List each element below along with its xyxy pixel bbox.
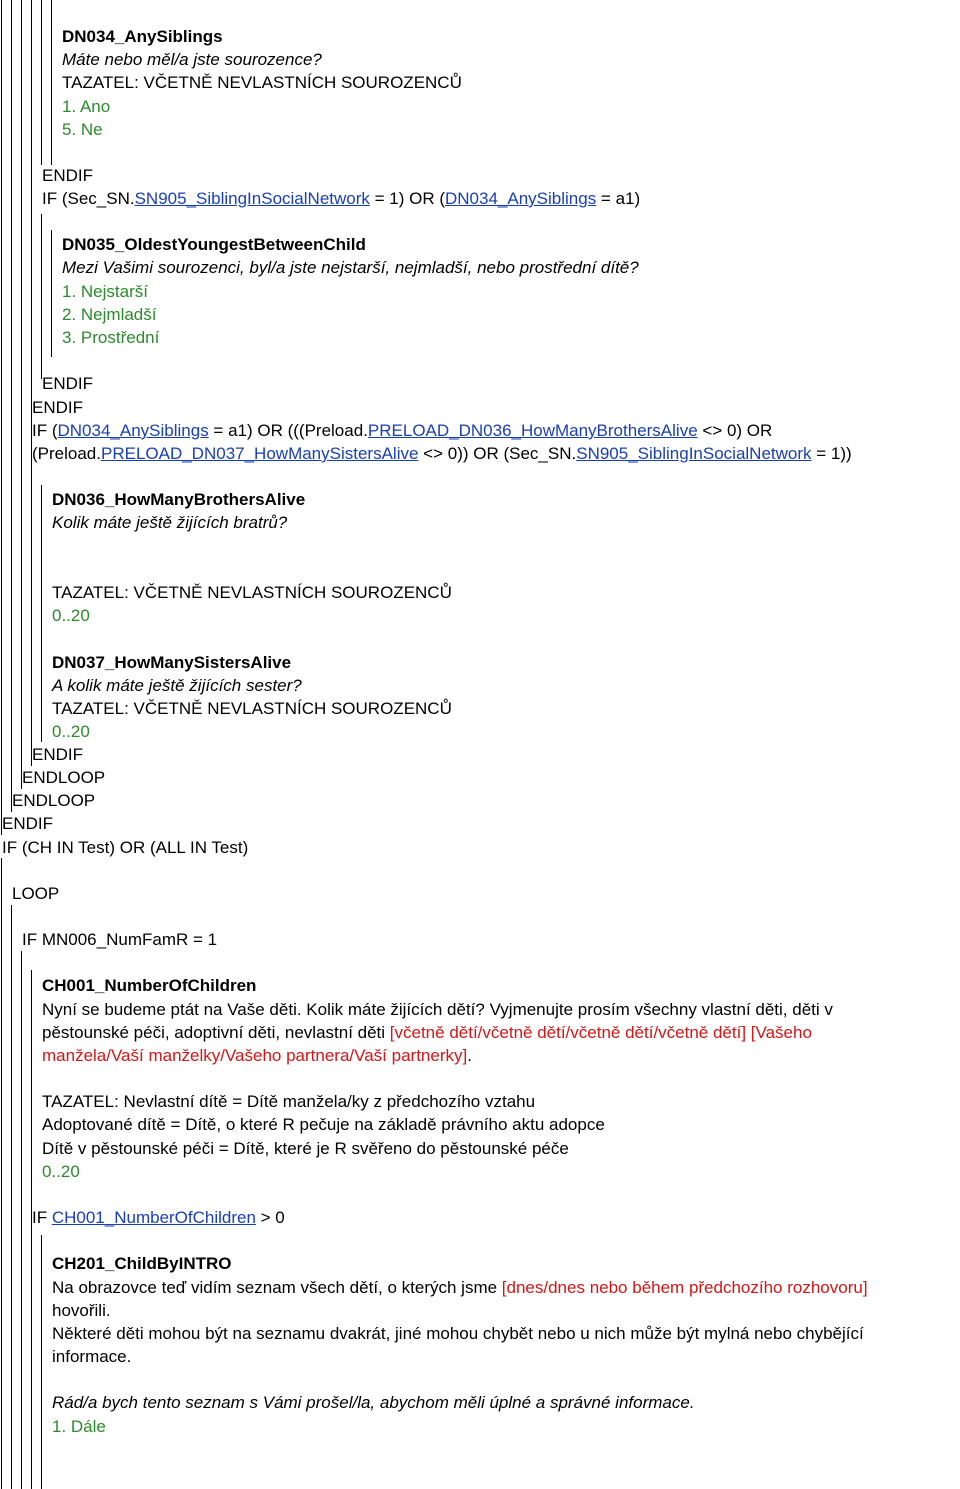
ch001-question-line2 — [42, 1021, 812, 1044]
ch201-code: CH201_ChildByINTRO — [52, 1254, 232, 1273]
ch001-range: 0..20 — [42, 1162, 80, 1181]
condition-text: IF — [32, 1208, 52, 1227]
link-preload-dn036[interactable]: PRELOAD_DN036_HowManyBrothersAlive — [367, 421, 698, 440]
dn035-question: Mezi Vašimi sourozenci, byl/a jste nejstarší, nejmladší, nebo prostřední dítě? — [62, 258, 639, 277]
nest-line-11 — [21, 951, 22, 1489]
dn035-option-1: 1. Nejstarší — [62, 282, 148, 301]
nest-line-13 — [31, 1228, 32, 1489]
link-ch001[interactable]: CH001_NumberOfChildren — [51, 1208, 256, 1227]
dn034-option-no: 5. Ne — [62, 120, 103, 139]
condition-text: IF ( — [32, 421, 58, 440]
nest-line-14 — [41, 1235, 42, 1489]
ch201-line3: Některé děti mohou být na seznamu dvakrát, jiné mohou chybět nebo u nich může být mylná nebo chybějící — [52, 1324, 864, 1343]
ch201-text: Na obrazovce teď vidím seznam všech dětí, o kterých jsme — [52, 1278, 502, 1297]
dn037-range: 0..20 — [52, 722, 90, 741]
endloop-2: ENDLOOP — [12, 791, 96, 810]
dn035-code: DN035_OldestYoungestBetweenChild — [62, 235, 366, 254]
condition-text: = a1) OR (((Preload. — [208, 421, 368, 440]
dn036-code: DN036_HowManyBrothersAlive — [52, 490, 306, 509]
condition-mid: = 1) OR ( — [369, 189, 445, 208]
nest-line-7 — [31, 462, 32, 742]
endif-1: ENDIF — [42, 166, 93, 185]
ch001-note-1: TAZATEL: Nevlastní dítě = Dítě manžela/ky z předchozího vztahu — [42, 1092, 536, 1111]
ch001-question-line1: Nyní se budeme ptát na Vaše děti. Kolik máte žijících dětí? Vyjmenujte prosím všechny vlastní děti, děti v — [42, 1000, 833, 1019]
ch001-text: pěstounské péči, adoptivní děti, nevlastní děti — [42, 1023, 390, 1042]
ch201-line5: Rád/a bych tento seznam s Vámi prošel/la, abychom měli úplné a správné informace. — [52, 1393, 695, 1412]
ch001-note-2: Adoptované dítě = Dítě, o které R pečuje na základě právního aktu adopce — [42, 1115, 605, 1134]
condition-text: <> 0)) OR (Sec_SN. — [418, 444, 577, 463]
condition-text: (Preload. — [32, 444, 101, 463]
endloop-1: ENDLOOP — [22, 768, 106, 787]
ch001-fill-text: [včetně dětí/včetně dětí/včetně dětí/včetně dětí] [Vašeho — [389, 1023, 812, 1042]
nest-line-1 — [1, 0, 2, 835]
ch201-line4: informace. — [52, 1347, 132, 1366]
link-dn034[interactable]: DN034_AnySiblings — [445, 189, 597, 208]
condition-suffix: = a1) — [596, 189, 641, 208]
nest-line-5 — [41, 0, 42, 165]
dn037-interviewer-note: TAZATEL: VČETNĚ NEVLASTNÍCH SOUROZENCŮ — [52, 699, 452, 718]
dn036-interviewer-note: TAZATEL: VČETNĚ NEVLASTNÍCH SOUROZENCŮ — [52, 583, 452, 602]
link-sn905[interactable]: SN905_SiblingInSocialNetwork — [576, 444, 812, 463]
nest-line-2 — [11, 0, 12, 812]
endif-5: ENDIF — [2, 814, 53, 833]
condition-test: IF (CH IN Test) OR (ALL IN Test) — [2, 838, 249, 857]
ch001-text: . — [467, 1046, 472, 1065]
dn034-question: Máte nebo měl/a jste sourozence? — [62, 50, 322, 69]
dn034-interviewer-note: TAZATEL: VČETNĚ NEVLASTNÍCH SOUROZENCŮ — [62, 73, 462, 92]
link-dn034[interactable]: DN034_AnySiblings — [57, 421, 209, 440]
ch001-code: CH001_NumberOfChildren — [42, 976, 257, 995]
condition-numchildren — [32, 1206, 285, 1229]
dn034-option-yes: 1. Ano — [62, 97, 111, 116]
endif-3: ENDIF — [32, 398, 83, 417]
ch201-line2: hovořili. — [52, 1301, 111, 1320]
condition-text: = 1)) — [811, 444, 852, 463]
ch001-question-line3 — [42, 1044, 472, 1067]
nest-line-6b — [51, 230, 52, 357]
condition-prefix: IF (Sec_SN. — [42, 189, 135, 208]
dn035-option-2: 2. Nejmladší — [62, 305, 157, 324]
endif-4: ENDIF — [32, 745, 83, 764]
nest-line-6 — [51, 0, 52, 165]
ch001-fill-text: manžela/Vaší manželky/Vašeho partnera/Vaší partnerky] — [42, 1046, 468, 1065]
link-sn905[interactable]: SN905_SiblingInSocialNetwork — [134, 189, 370, 208]
link-preload-dn037[interactable]: PRELOAD_DN037_HowManySistersAlive — [100, 444, 419, 463]
dn035-option-3: 3. Prostřední — [62, 328, 160, 347]
nest-line-3 — [21, 0, 22, 789]
ch201-fill-text: [dnes/dnes nebo během předchozího rozhovoru] — [501, 1278, 868, 1297]
condition-preload-line1 — [32, 419, 772, 442]
ch001-note-3: Dítě v pěstounské péči = Dítě, které je R svěřeno do pěstounské péče — [42, 1139, 569, 1158]
nest-line-9 — [1, 858, 2, 1489]
ch201-line1 — [52, 1276, 868, 1299]
dn034-code: DN034_AnySiblings — [62, 27, 223, 46]
condition-siblings — [42, 187, 640, 210]
dn036-question: Kolik máte ještě žijících bratrů? — [52, 513, 288, 532]
dn036-range: 0..20 — [52, 606, 90, 625]
nest-line-5b — [41, 214, 42, 379]
dn037-question: A kolik máte ještě žijících sester? — [52, 676, 302, 695]
dn037-code: DN037_HowManySistersAlive — [52, 653, 292, 672]
condition-preload-line2 — [32, 442, 852, 465]
ch201-option-continue: 1. Dále — [52, 1417, 106, 1436]
nest-line-10 — [11, 905, 12, 1489]
nest-line-8 — [41, 485, 42, 742]
condition-text: > 0 — [255, 1208, 285, 1227]
condition-numfam: IF MN006_NumFamR = 1 — [22, 930, 218, 949]
loop-start: LOOP — [12, 884, 60, 903]
condition-text: <> 0) OR — [697, 421, 773, 440]
endif-2: ENDIF — [42, 374, 93, 393]
